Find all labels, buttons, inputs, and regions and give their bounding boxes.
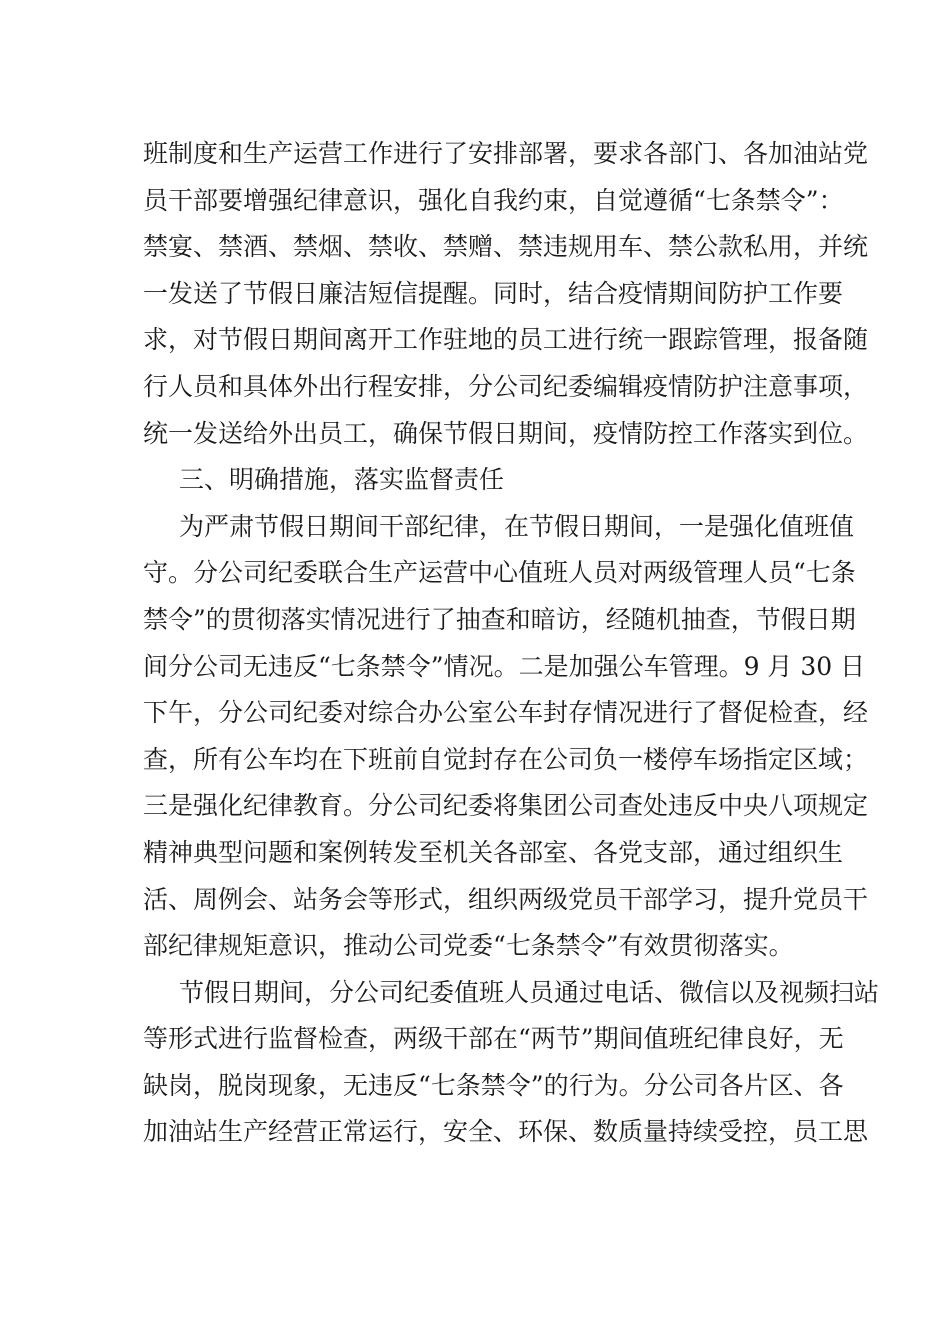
text-line: 禁宴、禁酒、禁烟、禁收、禁赠、禁违规用车、禁公款私用，并统 — [143, 232, 869, 262]
text-line: 部纪律规矩意识，推动公司党委“七条禁令”有效贯彻落实。 — [143, 931, 794, 961]
text-line: 等形式进行监督检查，两级干部在“两节”期间值班纪律良好，无 — [143, 1024, 844, 1054]
text-line: 守。分公司纪委联合生产运营中心值班人员对两级管理人员“七条 — [143, 558, 856, 588]
text-line: 员干部要增强纪律意识，强化自我约束，自觉遵循“七条禁令”： — [143, 185, 844, 215]
text-line: 三是强化纪律教育。分公司纪委将集团公司查处违反中央八项规定 — [143, 791, 869, 821]
text-line: 为严肃节假日期间干部纪律，在节假日期间，一是强化值班值 — [179, 511, 855, 541]
text-line: 行人员和具体外出行程安排，分公司纪委编辑疫情防护注意事项， — [143, 371, 869, 401]
text-line: 加油站生产经营正常运行，安全、环保、数质量持续受控，员工思 — [143, 1117, 869, 1147]
text-line: 一发送了节假日廉洁短信提醒。同时，结合疫情期间防护工作要 — [143, 278, 844, 308]
text-line: 下午，分公司纪委对综合办公室公车封存情况进行了督促检查，经 — [143, 698, 869, 728]
text-line: 统一发送给外出员工，确保节假日期间，疫情防控工作落实到位。 — [143, 418, 869, 448]
text-line: 间分公司无违反“七条禁令”情况。二是加强公车管理。9 月 30 日 — [143, 651, 866, 681]
text-line: 禁令”的贯彻落实情况进行了抽查和暗访，经随机抽查，节假日期 — [143, 604, 856, 634]
text-line: 查，所有公车均在下班前自觉封存在公司负一楼停车场指定区域； — [143, 744, 869, 774]
text-line: 求，对节假日期间离开工作驻地的员工进行统一跟踪管理，报备随 — [143, 325, 869, 355]
text-line: 节假日期间，分公司纪委值班人员通过电话、微信以及视频扫站 — [179, 977, 880, 1007]
document-body — [143, 131, 880, 1156]
text-line: 活、周例会、站务会等形式，组织两级党员干部学习，提升党员干 — [143, 884, 869, 914]
text-line: 班制度和生产运营工作进行了安排部署，要求各部门、各加油站党 — [143, 139, 869, 168]
section-heading: 三、明确措施，落实监督责任 — [179, 465, 505, 495]
text-line: 精神典型问题和案例转发至机关各部室、各党支部，通过组织生 — [143, 837, 844, 867]
text-line: 缺岗，脱岗现象，无违反“七条禁令”的行为。分公司各片区、各 — [143, 1070, 844, 1100]
